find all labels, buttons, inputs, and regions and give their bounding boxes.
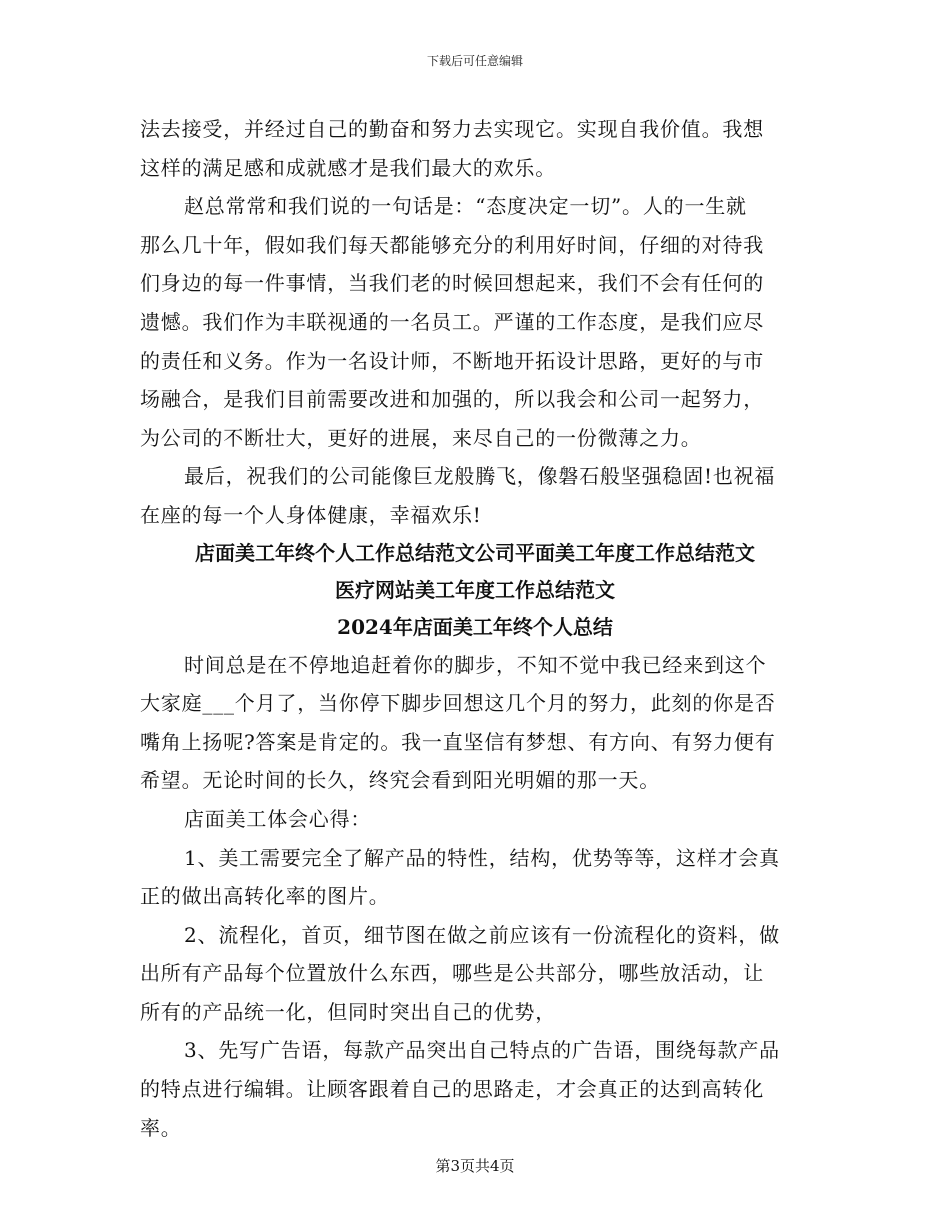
list-item-line: 出所有产品每个位置放什么东西，哪些是公共部分，哪些放活动，让 [140,961,764,986]
paragraph-line: 在座的每一个人身体健康，幸福欢乐! [140,502,482,527]
paragraph-line: 为公司的不断壮大，更好的进展，来尽自己的一份微薄之力。 [140,425,702,450]
paragraph-line: 时间总是在不停地追赶着你的脚步，不知不觉中我已经来到这个 [184,652,767,677]
paragraph-line: 的责任和义务。作为一名设计师，不断地开拓设计思路，更好的与市 [140,348,764,373]
list-item-line: 率。 [140,1115,182,1140]
document-body [140,110,810,1147]
paragraph-line: 法去接受，并经过自己的勤奋和努力去实现它。实现自我价值。我想 [140,117,764,141]
paragraph-line: 希望。无论时间的长久，终究会看到阳光明媚的那一天。 [140,768,660,793]
paragraph-line: 嘴角上扬呢?答案是肯定的。我一直坚信有梦想、有方向、有努力便有 [140,729,776,754]
paragraph-line: 遗憾。我们作为丰联视通的一名员工。严谨的工作态度，是我们应尽 [140,309,764,334]
paragraph-line: 场融合，是我们目前需要改进和加强的，所以我会和公司一起努力， [140,387,764,412]
paragraph-line: 那么几十年，假如我们每天都能够充分的利用好时间，仔细的对待我 [140,232,764,257]
list-item-line: 1、美工需要完全了解产品的特性，结构，优势等等，这样才会真 [184,845,780,870]
list-item-line: 所有的产品统一化，但同时突出自己的优势， [140,999,556,1024]
list-item-line: 2、流程化，首页，细节图在做之前应该有一份流程化的资料，做 [184,922,780,947]
paragraph-line: 店面美工体会心得： [184,806,372,831]
section-heading: 2024年店面美工年终个人总结 [337,614,613,639]
section-heading: 店面美工年终个人工作总结范文公司平面美工年度工作总结范文 [195,540,755,565]
paragraph-line: 最后，祝我们的公司能像巨龙般腾飞，像磐石般坚强稳固!也祝福 [184,464,776,489]
list-item-line: 的特点进行编辑。让顾客跟着自己的思路走，才会真正的达到高转化 [140,1077,764,1102]
paragraph-line: 这样的满足感和成就感才是我们最大的欢乐。 [140,155,556,180]
list-item-line: 3、先写广告语，每款产品突出自己特点的广告语，围绕每款产品 [184,1038,780,1063]
page-header: 下载后可任意编辑 [426,54,523,68]
section-heading: 医疗网站美工年度工作总结范文 [335,577,615,602]
paragraph-line: 们身边的每一件事情，当我们老的时候回想起来，我们不会有任何的 [140,271,764,296]
list-item-line: 正的做出高转化率的图片。 [140,884,390,909]
paragraph-line: 大家庭___个月了，当你停下脚步回想这几个月的努力，此刻的你是否 [140,691,776,716]
paragraph-line: 赵总常常和我们说的一句话是：“态度决定一切”。人的一生就 [184,194,747,219]
page-footer: 第3页共4页 [435,1157,515,1175]
